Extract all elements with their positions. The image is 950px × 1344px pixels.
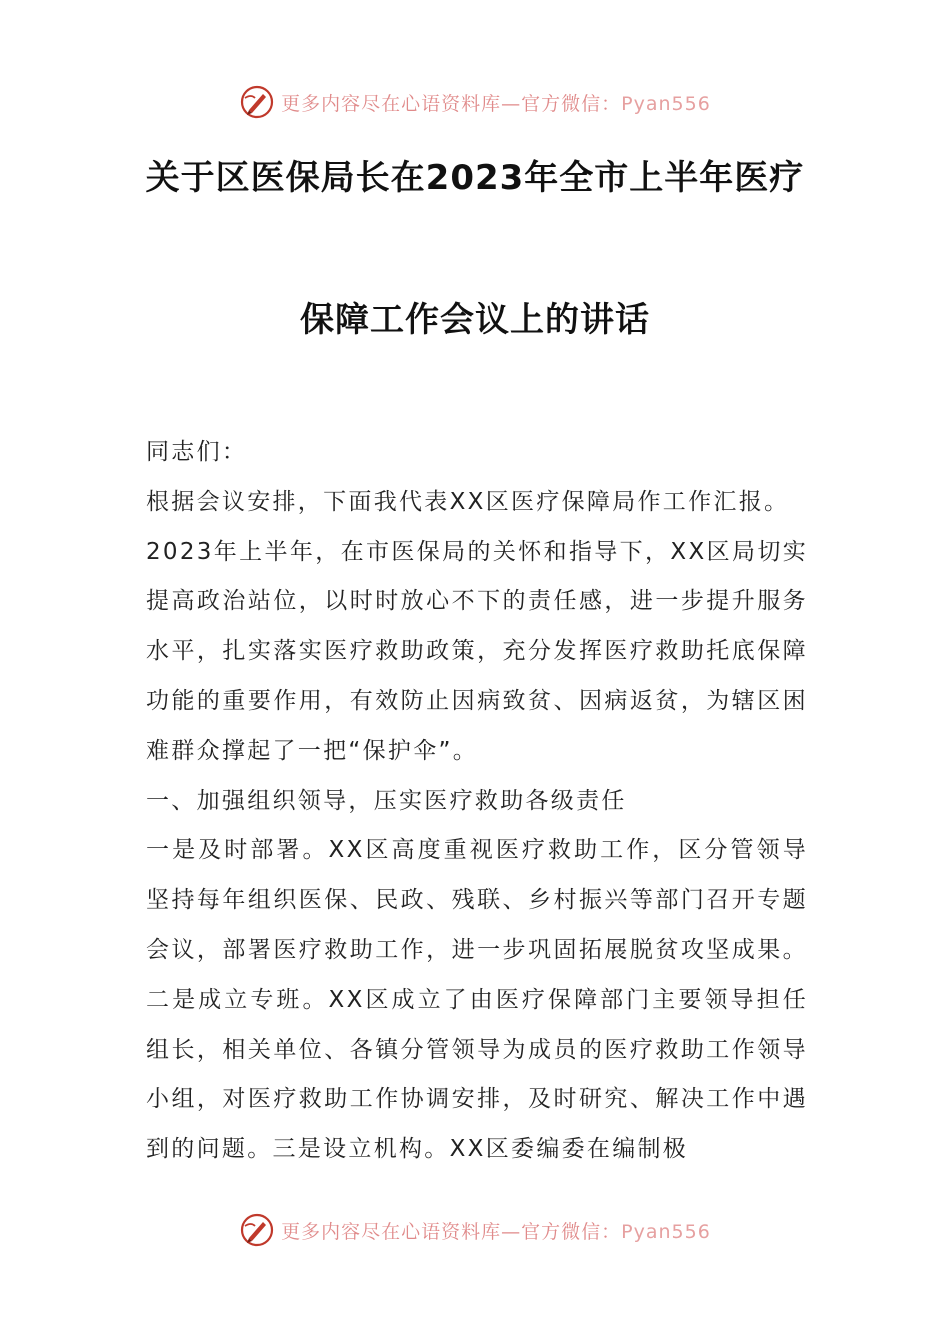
- document-title-line-2: 保障工作会议上的讲话: [300, 300, 650, 340]
- watermark-wechat-id: Pyan556: [621, 92, 711, 115]
- watermark-footer: [0, 1208, 950, 1252]
- document-body: [146, 428, 808, 1175]
- watermark-wechat-id: Pyan556: [621, 1220, 711, 1243]
- pen-logo-icon: [239, 84, 275, 120]
- watermark-text: 更多内容尽在心语资料库—官方微信：Pyan556: [281, 92, 711, 115]
- watermark-text: 更多内容尽在心语资料库—官方微信：Pyan556: [281, 1220, 711, 1243]
- paragraph-2: 2023年上半年，在市医保局的关怀和指导下，XX区局切实提高政治站位，以时时放心不下的责任感，进一步提升服务水平，扎实落实医疗救助政策，充分发挥医疗救助托底保障功能的重要作用，有效防止因病致贫、因病返贫，为辖区困难群众撑起了一把“保护伞”。: [146, 538, 808, 764]
- document-title-line-1: 关于区医保局长在2023年全市上半年医疗: [145, 158, 805, 198]
- watermark-header: [0, 80, 950, 124]
- paragraph-1: 根据会议安排，下面我代表XX区医疗保障局作工作汇报。: [146, 488, 790, 515]
- pen-logo-icon: [239, 1212, 275, 1248]
- paragraph-3: 一是及时部署。XX区高度重视医疗救助工作，区分管领导坚持每年组织医保、民政、残联、乡村振兴等部门召开专题会议，部署医疗救助工作，进一步巩固拓展脱贫攻坚成果。二是成立专班。XX区成立了由医疗保障部门主要领导担任组长，相关单位、各镇分管领导为成员的医疗救助工作领导小组，对医疗救助工作协调安排，及时研究、解决工作中遇到的问题。三是设立机构。XX区委编委在编制极: [146, 837, 808, 1163]
- section-heading-1: 一、加强组织领导，压实医疗救助各级责任: [146, 787, 627, 814]
- salutation: 同志们：: [146, 439, 248, 465]
